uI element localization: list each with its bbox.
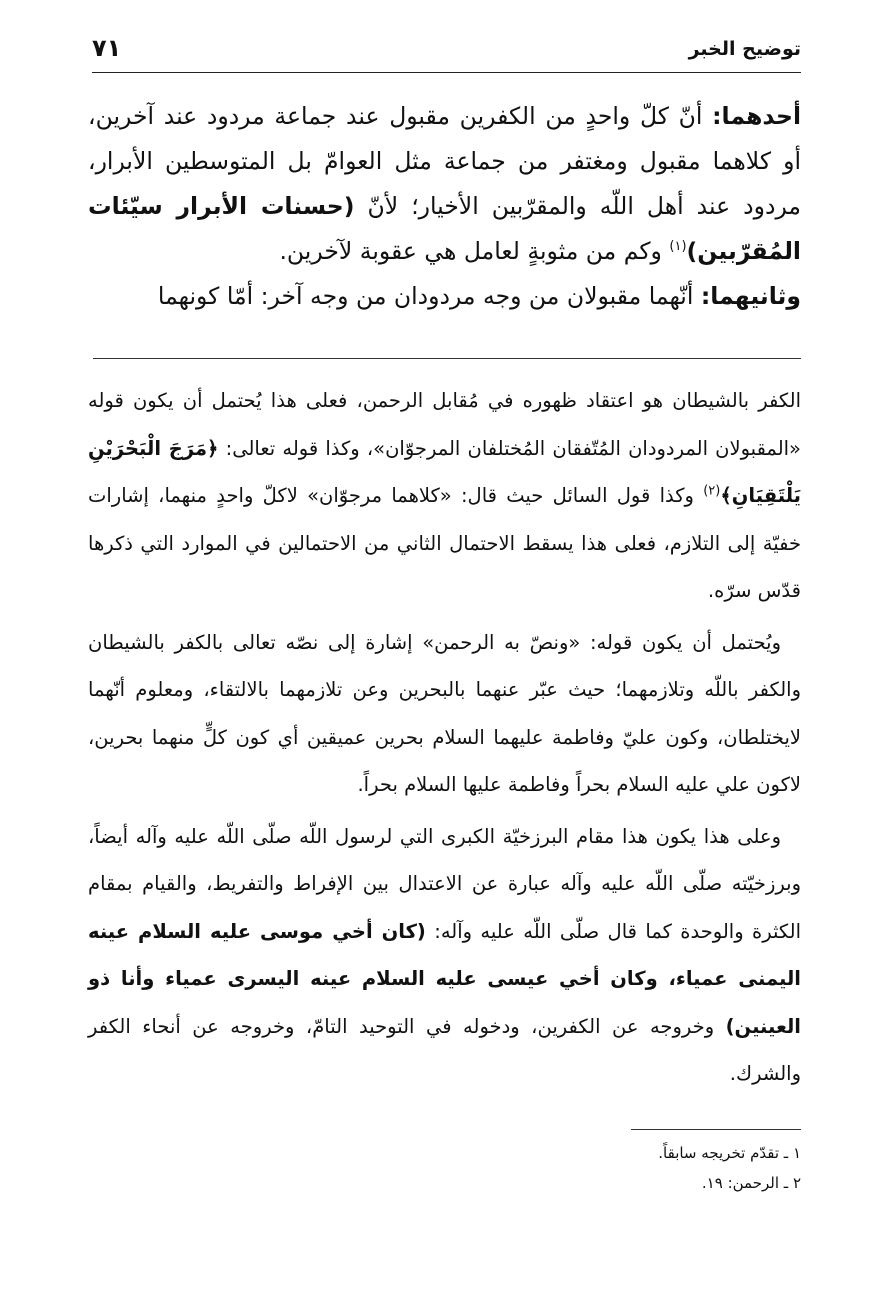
footnote-rule <box>631 1129 801 1130</box>
p2-text: أنّهما مقبولان من وجه مردودان من وجه آخر: أمّا كونهما <box>157 282 701 310</box>
page-header <box>92 28 801 73</box>
footnote-1: ١ ـ تقدّم تخريجه سابقاً. <box>658 1144 801 1162</box>
commentary-paragraph-3 <box>88 813 801 1098</box>
main-text <box>88 94 801 319</box>
commentary-paragraph-1 <box>88 377 801 615</box>
paragraph-second-aspect <box>88 274 801 319</box>
n3-text-a: وعلى هذا يكون هذا مقام البرزخيّة الكبرى التي لرسول اللّه صلّى اللّه عليه وآله أيضاً، وبرزخيّته صلّى اللّه عليه وآله عبارة عن الاعتدال بين الإفراط والتفريط، والقيام بمقام الكثرة والوحدة كما قال صلّى اللّه عليه وآله: <box>88 824 801 943</box>
n1-text-a: الكفر بالشيطان هو اعتقاد ظهوره في مُقابل الرحمن، فعلى هذا يُحتمل أن يكون قوله «المقبولان المردودان المُتّفقان المُختلفان المرجوّان»، وكذا قوله تعالى: <box>88 389 801 460</box>
quran-verse: ﴿مَرَجَ الْبَحْرَيْنِ يَلْتَقِيَانِ﴾ <box>88 436 801 507</box>
lead-word-first: أحدهما: <box>712 102 801 130</box>
footnote-ref-1: (١) <box>669 239 687 255</box>
p1-text-a: أنّ كلّ واحدٍ من الكفرين مقبول عند جماعة مردود عند آخرين، أو كلاهما مقبول ومغتفر من جماعة مثل العوامّ بل المتوسطين الأبرار، مردود عند أهل اللّه والمقرّبين الأخيار؛ لأنّ <box>88 102 801 220</box>
hadith-quote: (كان أخي موسى عليه السلام عينه اليمنى عمياء، وكان أخي عيسى عليه السلام عينه اليسرى عمياء وأنا ذو العينين) <box>88 919 801 1038</box>
section-divider <box>93 358 801 359</box>
commentary-paragraph-2: ويُحتمل أن يكون قوله: «ونصّ به الرحمن» إشارة إلى نصّه تعالى بالكفر بالشيطان والكفر باللّه وتلازمهما؛ حيث عبّر عنهما بالبحرين وعن تلازمهما بالالتقاء، ومعلوم أنّهما لايختلطان، وكون عليّ وفاطمة عليهما السلام بحرين عميقين أي كون كلٍّ منهما بحرين، لاكون علي عليه السلام بحراً وفاطمة عليها السلام بحراً. <box>88 630 801 796</box>
page-number: ٧١ <box>92 34 122 62</box>
running-title: توضيح الخبر <box>688 38 801 60</box>
lead-word-second: وثانيهما: <box>700 282 801 310</box>
paragraph-first-aspect <box>88 94 801 274</box>
n1-text-b: وكذا قول السائل حيث قال: «كلاهما مرجوّان» لاكلّ واحدٍ منهما، إشارات خفيّة إلى التلازم، فعلى هذا يسقط الاحتمال الثاني من الاحتمالين في الموارد التي ذكرها قدّس سرّه. <box>88 484 801 602</box>
commentary-block <box>88 377 801 1102</box>
footnotes <box>300 1138 801 1198</box>
footnote-ref-2: (٢) <box>703 483 721 499</box>
quoted-saying: (حسنات الأبرار سيّئات المُقرّبين) <box>88 192 801 265</box>
n3-text-b: وخروجه عن الكفرين، ودخوله في التوحيد التامّ، وخروجه عن أنحاء الكفر والشرك. <box>88 1014 801 1085</box>
p1-text-b: وكم من مثوبةٍ لعامل هي عقوبة لآخرين. <box>279 237 670 265</box>
footnote-2: ٢ ـ الرحمن: ١٩. <box>701 1174 801 1192</box>
